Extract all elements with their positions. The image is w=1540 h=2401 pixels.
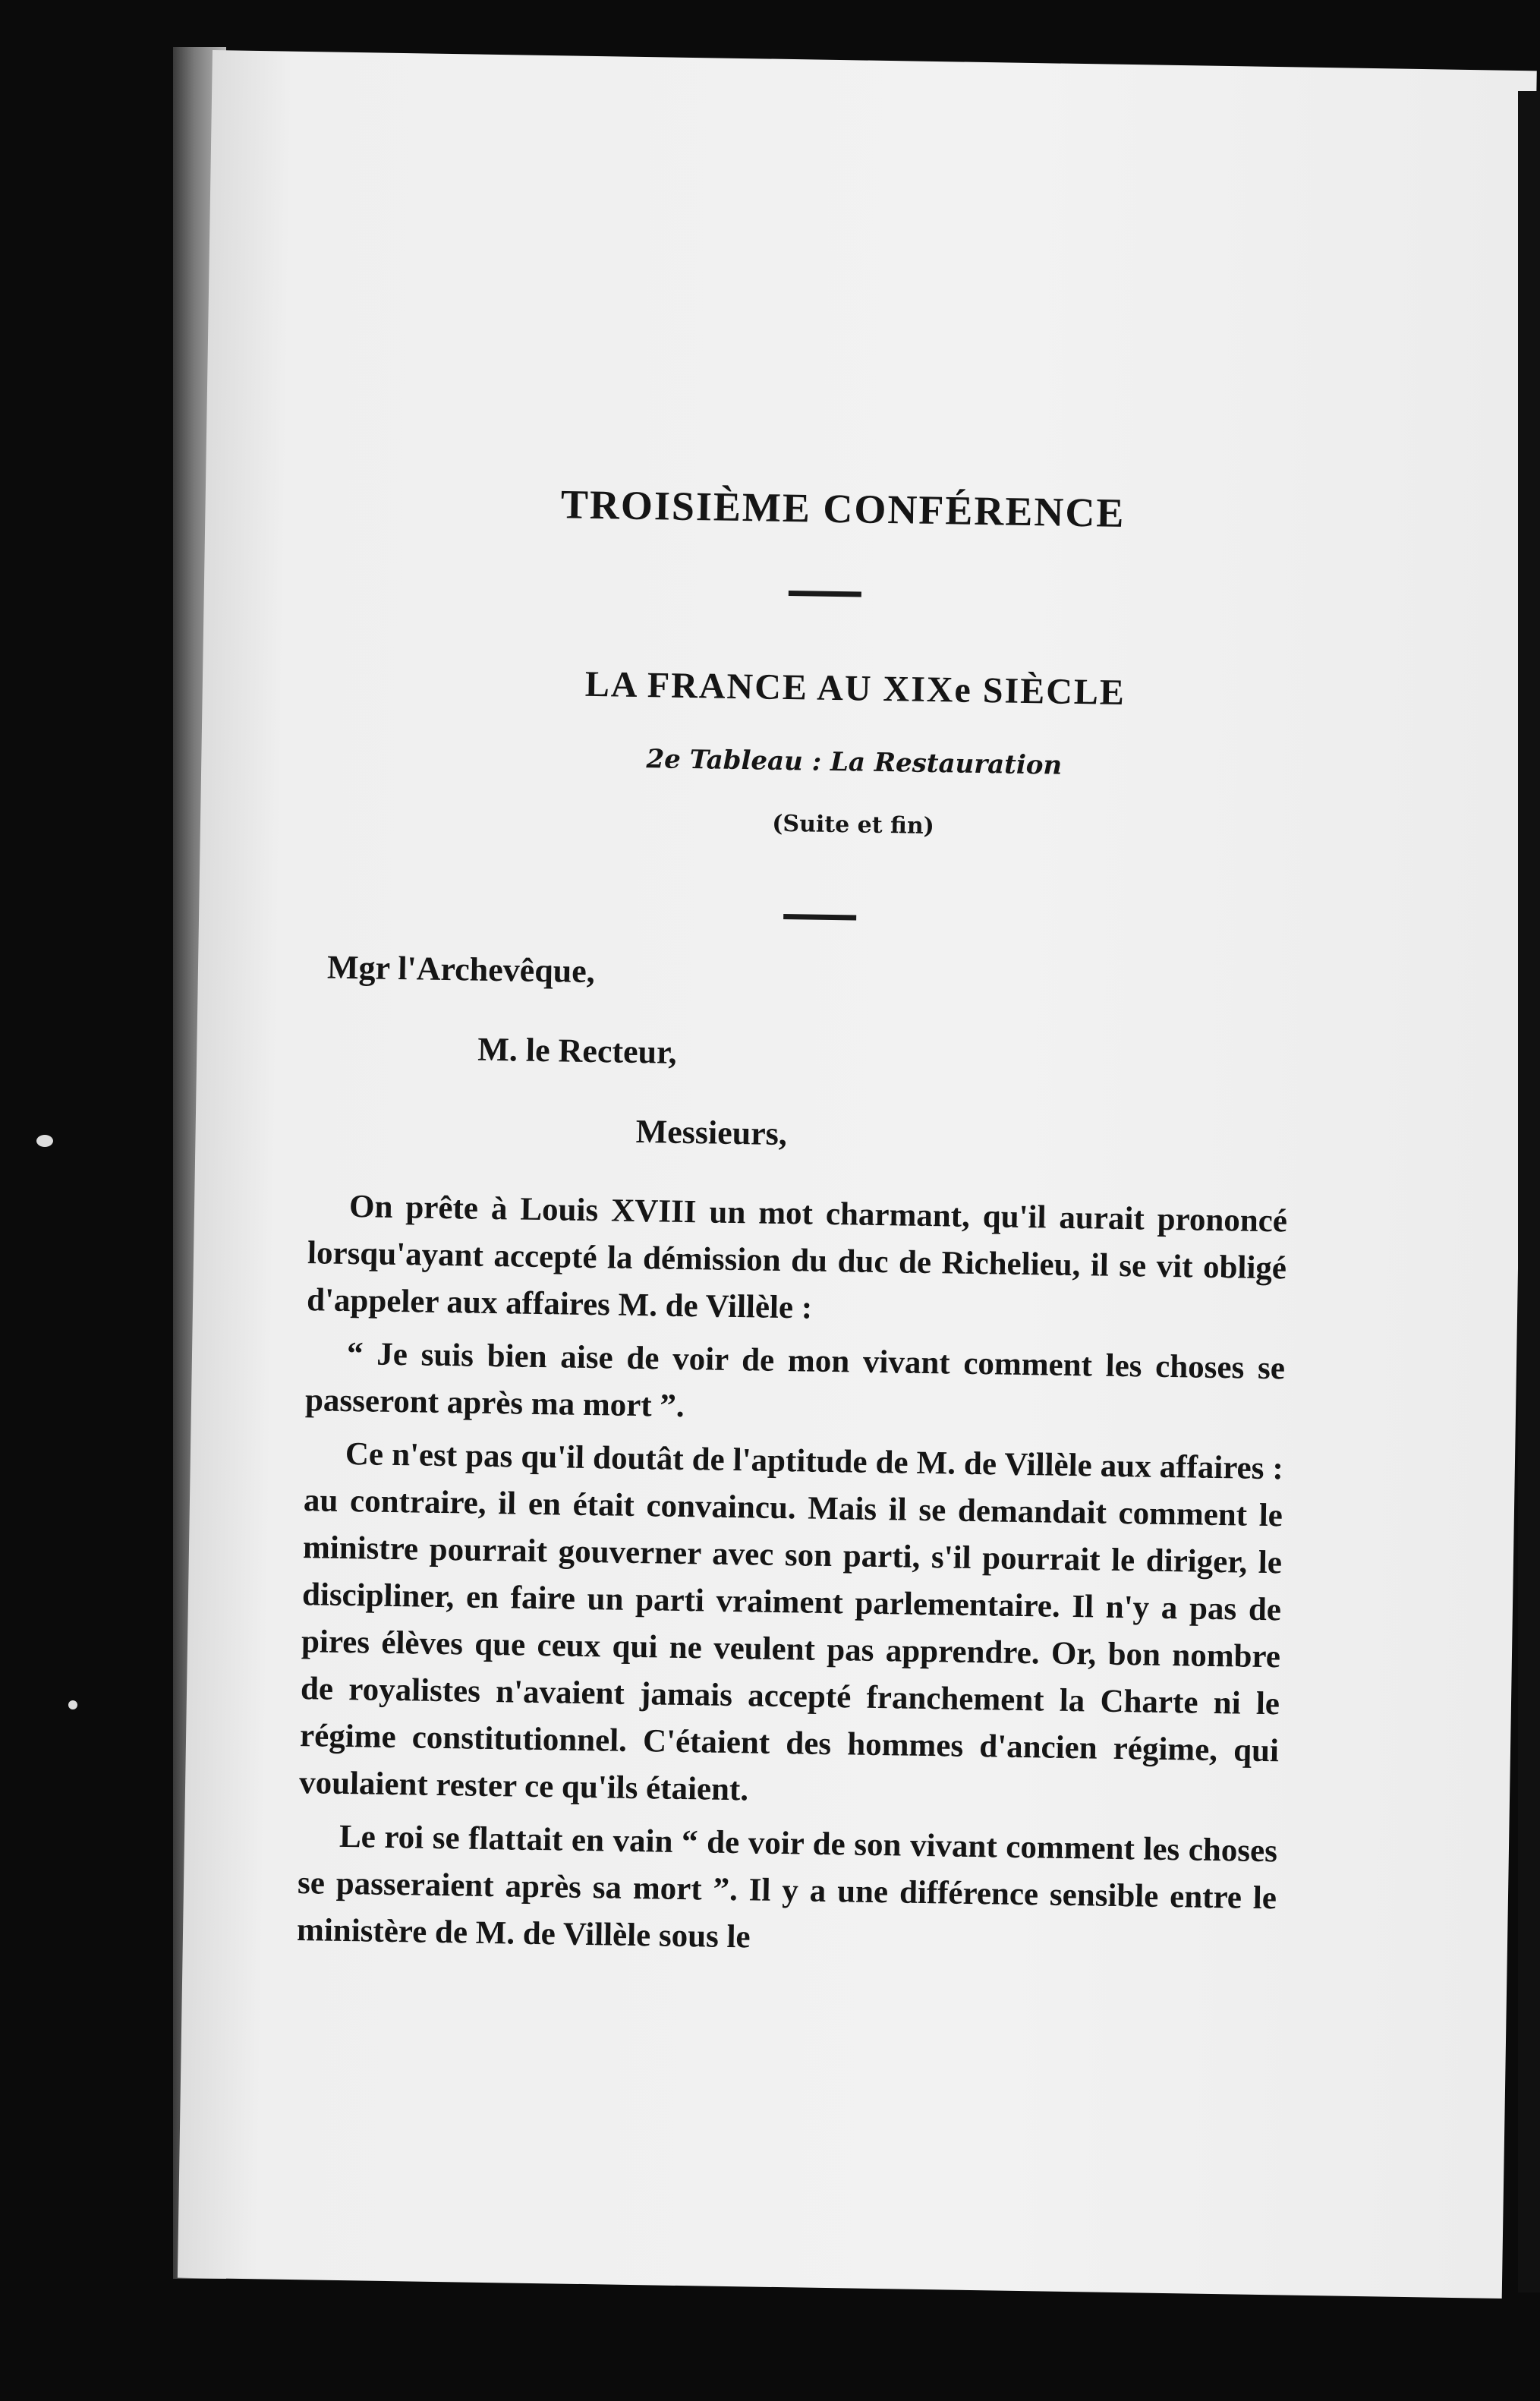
- paragraph: Le roi se flattait en vain “ de voir de son vivant comment les choses se passeraient après sa mort ”. Il y a une différence sensible entre le ministère de M. de Villèle sous le: [296, 1818, 1278, 1955]
- paragraph: Ce n'est pas qu'il doutât de l'aptitude de M. de Villèle aux affaires : au contraire, il en était convaincu. Mais il se demandait comment le ministre pourrait gouverner avec son parti, s'il pourrait le diriger, le discipliner, en faire un parti vraiment parlementaire. Il n'y a pas de pires élèves que ceux qui ne veulent pas apprendre. Or, bon nombre de royalistes n'avaient jamais accepté franchement la Charte ni le régime constitutionnel. C'étaient des hommes d'ancien régime, qui voulaient rester ce qu'ils étaient.: [298, 1435, 1284, 1808]
- salutation-line: Messieurs,: [635, 1112, 788, 1153]
- scan-speck: [36, 1135, 53, 1147]
- document-page: [178, 50, 1537, 2299]
- salutation-line: M. le Recteur,: [477, 1030, 677, 1071]
- paragraph: “ Je suis bien aise de voir de mon vivant comment les choses se passeront après ma mort ”.: [304, 1335, 1286, 1424]
- salutation-line: Mgr l'Archevêque,: [326, 948, 596, 991]
- scan-speck: [68, 1700, 77, 1709]
- divider-rule: [789, 591, 861, 597]
- section-suite: (Suite et fin): [771, 810, 935, 840]
- body-text: [297, 1183, 1288, 1969]
- page-edge: [1518, 91, 1540, 2292]
- divider-rule: [783, 914, 856, 921]
- section-tableau: 2e Tableau : La Restauration: [646, 744, 1063, 781]
- page-subtitle: LA FRANCE AU XIXe SIÈCLE: [584, 663, 1126, 713]
- page-title: TROISIÈME CONFÉRENCE: [560, 481, 1126, 536]
- paragraph: On prête à Louis XVIII un mot charmant, qu'il aurait prononcé lorsqu'ayant accepté la démission du duc de Richelieu, il se vit obligé d'appeler aux affaires M. de Villèle :: [306, 1189, 1288, 1326]
